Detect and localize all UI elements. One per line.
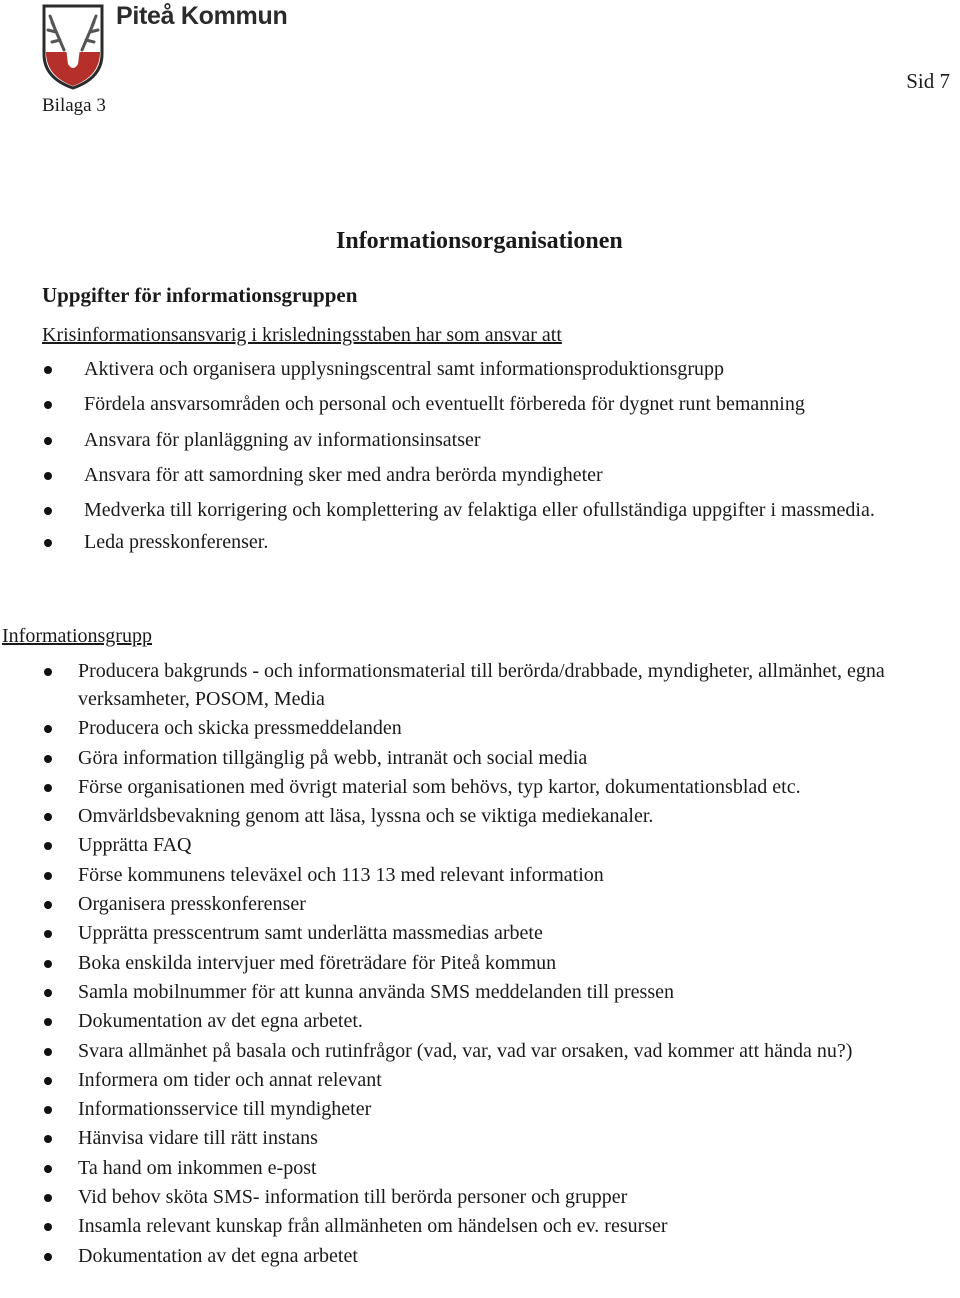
list-item-text: Svara allmänhet på basala och rutinfrågor (vad, var, vad var orsaken, vad kommer att hända nu?) [78,1039,853,1062]
intro-line: Krisinformationsansvarig i krisledningsstaben har som ansvar att [42,324,562,346]
list-item-text: Upprätta FAQ [78,834,192,857]
list-item [84,461,952,489]
bullet-icon [44,755,52,763]
list-item [78,714,960,742]
list-item-text: Organisera presskonferenser [78,893,306,916]
list-item [84,528,952,556]
bullet-icon [44,930,52,938]
list-item [78,1183,960,1211]
list-item [84,426,952,454]
list-item [78,919,960,947]
bullet-icon [44,539,52,547]
bullet-icon [44,668,52,676]
list-item-text: Dokumentation av det egna arbetet. [78,1010,363,1033]
list-item-text: Aktivera och organisera upplysningscentral samt informationsproduktionsgrupp [84,358,725,380]
bullet-icon [44,901,52,909]
list-item [78,1242,960,1270]
list-item [78,657,960,713]
list-item [78,1037,960,1065]
list-item-text: Ansvara för planläggning av informationsinsatser [84,428,481,451]
list-item-text: Leda presskonferenser. [84,531,269,554]
section-heading: Uppgifter för informationsgruppen [42,283,358,307]
list-item-text: Informera om tider och annat relevant [78,1068,382,1091]
list-item-text: Fördela ansvarsområden och personal och eventuellt förbereda för dygnet runt bemanning [84,393,805,416]
list-item-text: Producera bakgrunds - och informationsmaterial till berörda/drabbade, myndigheter, allmänhet, egna verksamheter, POSOM, Media [78,660,885,710]
bullet-icon [44,1018,52,1026]
bullet-icon [44,401,52,409]
bullet-icon [44,960,52,968]
list-item-text: Samla mobilnummer för att kunna använda SMS meddelanden till pressen [78,980,674,1003]
bullet-icon [44,437,52,445]
list-item [78,1124,960,1152]
list-item [78,831,960,859]
bullet-icon [44,366,52,374]
bullet-icon [44,472,52,480]
bullet-icon [44,784,52,792]
bullet-icon [44,989,52,997]
piteå-kommun-logo [40,2,106,90]
list-item [84,496,952,524]
subsection-heading: Informationsgrupp [2,625,152,647]
bullet-icon [44,1165,52,1173]
list-item-text: Göra information tillgänglig på webb, intranät och social media [78,746,588,769]
list-item-text: Informationsservice till myndigheter [78,1098,372,1121]
list-item [84,390,952,418]
list-item [84,355,952,383]
bullet-icon [44,1077,52,1085]
list-item-text: Dokumentation av det egna arbetet [78,1244,358,1267]
list-item [78,1007,960,1035]
list-item-text: Upprätta presscentrum samt underlätta massmedias arbete [78,922,543,945]
list-item-text: Insamla relevant kunskap från allmänheten om händelsen och ev. resurser [78,1215,668,1238]
bullet-icon [44,1194,52,1202]
bullet-icon [44,725,52,733]
list-item [78,1095,960,1123]
list-item-text: Ansvara för att samordning sker med andra berörda myndigheter [84,463,603,486]
list-item-text: Ta hand om inkommen e-post [78,1156,317,1179]
list-item [78,1066,960,1094]
bullet-icon [44,507,52,515]
bullet-icon [44,813,52,821]
list-item-text: Förse kommunens televäxel och 113 13 med relevant information [78,863,604,886]
brand-name: Piteå Kommun [116,2,288,30]
list-item [78,773,960,801]
list-item [78,802,960,830]
list-item [78,1154,960,1182]
bullet-icon [44,872,52,880]
list-item [78,861,960,889]
list-item [78,978,960,1006]
document-title: Informationsorganisationen [336,228,623,254]
bullet-icon [44,1106,52,1114]
list-item-text: Boka enskilda intervjuer med företrädare för Piteå kommun [78,951,557,974]
list-item [78,949,960,977]
list-item-text: Producera och skicka pressmeddelanden [78,717,402,740]
list-item [78,744,960,772]
list-item-text: Hänvisa vidare till rätt instans [78,1127,318,1150]
list-item [78,1212,960,1240]
bullet-icon [44,1135,52,1143]
bullet-icon [44,1223,52,1231]
task-list [78,657,960,1271]
bullet-icon [44,1253,52,1261]
list-item [78,890,960,918]
bullet-icon [44,842,52,850]
responsibility-list [84,355,952,563]
page-number: Sid 7 [906,69,950,93]
attachment-label: Bilaga 3 [42,95,106,116]
list-item-text: Vid behov sköta SMS- information till berörda personer och grupper [78,1186,628,1209]
list-item-text: Förse organisationen med övrigt material som behövs, typ kartor, dokumentationsblad etc. [78,775,801,798]
list-item-text: Omvärldsbevakning genom att läsa, lyssna och se viktiga mediekanaler. [78,805,654,828]
bullet-icon [44,1048,52,1056]
list-item-text: Medverka till korrigering och komplettering av felaktiga eller ofullständiga uppgifter i massmedia. [84,499,875,522]
